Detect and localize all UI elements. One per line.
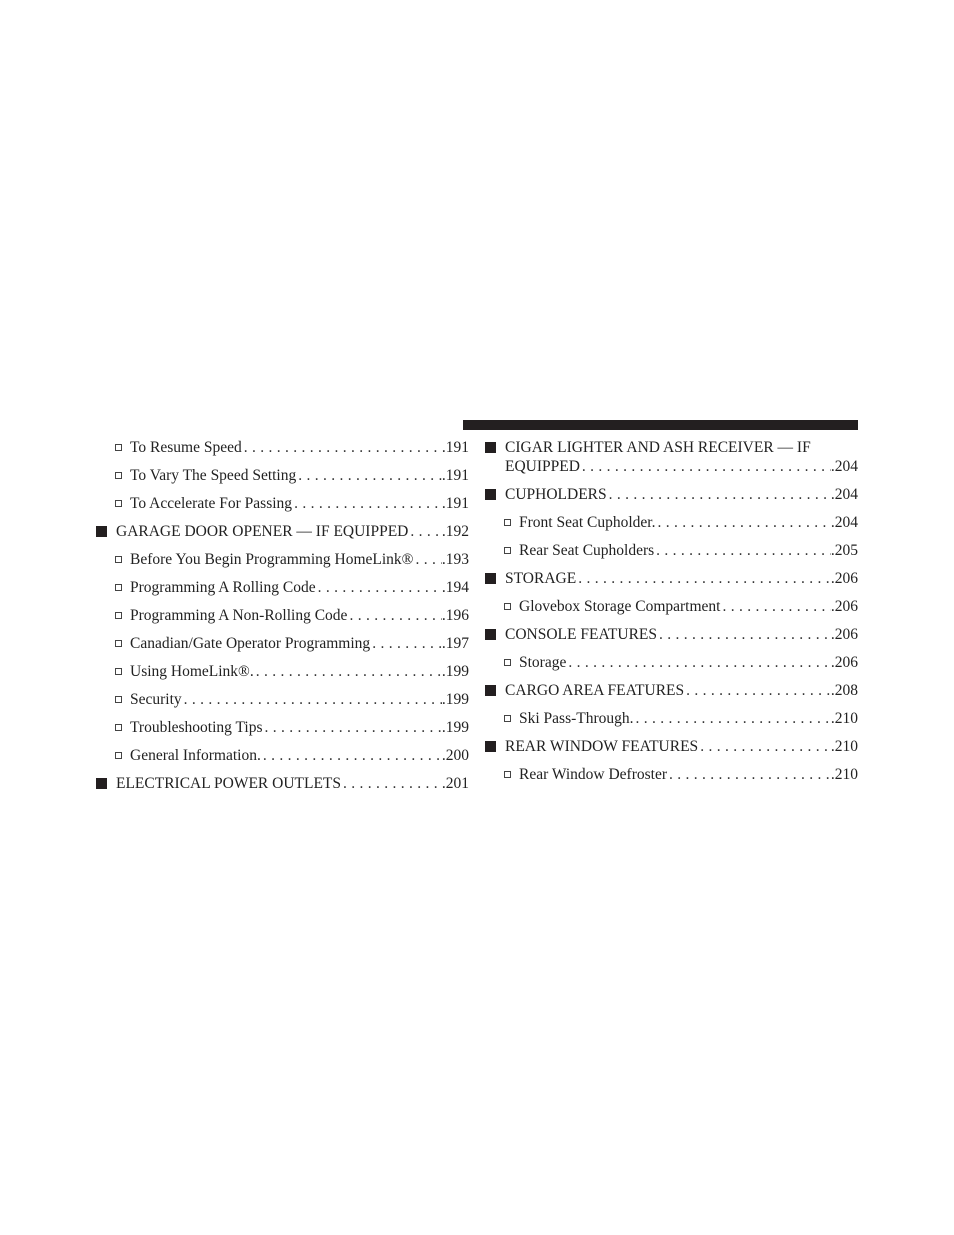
toc-entry-title: Security <box>130 691 182 708</box>
toc-page-number: .205 <box>830 542 858 559</box>
dot-leader <box>566 653 831 672</box>
toc-entry[interactable] <box>96 438 469 466</box>
toc-entry-title: Before You Begin Programming HomeLink® <box>130 551 414 568</box>
dot-leader <box>720 597 830 616</box>
dot-leader <box>370 634 442 653</box>
toc-section-title: STORAGE <box>505 570 577 587</box>
filled-square-bullet-icon <box>485 629 496 640</box>
dot-leader <box>261 746 442 765</box>
open-square-bullet-icon <box>504 603 511 610</box>
toc-section-entry[interactable] <box>485 485 858 513</box>
toc-entry[interactable] <box>485 653 858 681</box>
open-square-bullet-icon <box>115 500 122 507</box>
toc-section-title: CONSOLE FEATURES <box>505 626 658 643</box>
open-square-bullet-icon <box>504 519 511 526</box>
toc-section-title: GARAGE DOOR OPENER — IF EQUIPPED <box>116 523 409 540</box>
toc-page-number: .196 <box>441 607 469 624</box>
toc-section-entry[interactable] <box>485 569 858 597</box>
dot-leader <box>254 662 442 681</box>
filled-square-bullet-icon <box>485 442 496 453</box>
toc-entry[interactable] <box>485 709 858 737</box>
open-square-bullet-icon <box>115 752 122 759</box>
toc-entry-title: Rear Window Defroster <box>519 766 668 783</box>
open-square-bullet-icon <box>504 547 511 554</box>
toc-entry[interactable] <box>96 494 469 522</box>
open-square-bullet-icon <box>115 472 122 479</box>
dot-leader <box>684 681 831 700</box>
filled-square-bullet-icon <box>485 573 496 584</box>
toc-entry-title: Ski Pass-Through. <box>519 710 634 727</box>
toc-page-number: .210 <box>830 710 858 727</box>
toc-page-number: .192 <box>441 523 469 540</box>
open-square-bullet-icon <box>115 444 122 451</box>
dot-leader <box>698 737 831 756</box>
toc-left-column <box>96 438 469 802</box>
toc-page-number: .199 <box>441 663 469 680</box>
toc-entry[interactable] <box>96 466 469 494</box>
toc-section-title-line1: CIGAR LIGHTER AND ASH RECEIVER — IF <box>505 439 811 456</box>
toc-entry-title: To Accelerate For Passing <box>130 495 293 512</box>
filled-square-bullet-icon <box>96 778 107 789</box>
toc-entry-title: Troubleshooting Tips <box>130 719 263 736</box>
filled-square-bullet-icon <box>485 741 496 752</box>
section-header-bar <box>463 420 858 430</box>
toc-entry[interactable] <box>96 718 469 746</box>
toc-entry-title: Glovebox Storage Compartment <box>519 598 721 615</box>
toc-page-number: .206 <box>830 598 858 615</box>
dot-leader <box>655 513 830 532</box>
toc-entry-title: Storage <box>519 654 567 671</box>
toc-entry-title: To Resume Speed <box>130 439 242 456</box>
toc-page-number: .199 <box>441 719 469 736</box>
dot-leader <box>292 494 442 513</box>
dot-leader <box>654 541 831 560</box>
open-square-bullet-icon <box>115 696 122 703</box>
filled-square-bullet-icon <box>485 685 496 696</box>
open-square-bullet-icon <box>504 715 511 722</box>
toc-page-number: .204 <box>830 514 858 531</box>
toc-entry-title: Programming A Rolling Code <box>130 579 316 596</box>
toc-page-number: .200 <box>441 747 469 764</box>
dot-leader <box>296 466 442 485</box>
toc-entry[interactable] <box>96 662 469 690</box>
dot-leader <box>263 718 442 737</box>
dot-leader <box>182 690 442 709</box>
dot-leader <box>347 606 441 625</box>
toc-page-number: .191 <box>441 467 469 484</box>
open-square-bullet-icon <box>115 668 122 675</box>
toc-right-column <box>485 438 858 793</box>
filled-square-bullet-icon <box>485 489 496 500</box>
toc-entry-title: Using HomeLink®. <box>130 663 254 680</box>
open-square-bullet-icon <box>115 724 122 731</box>
toc-entry[interactable] <box>485 541 858 569</box>
toc-page-number: .191 <box>441 439 469 456</box>
dot-leader <box>580 457 831 476</box>
toc-section-title: CUPHOLDERS <box>505 486 607 503</box>
dot-leader <box>634 709 831 728</box>
toc-entry-title: Rear Seat Cupholders <box>519 542 655 559</box>
toc-page-number: .210 <box>830 766 858 783</box>
toc-entry[interactable] <box>96 690 469 718</box>
toc-page-number: .201 <box>441 775 469 792</box>
toc-entry[interactable] <box>485 765 858 793</box>
dot-leader <box>413 550 441 569</box>
toc-section-title: CARGO AREA FEATURES <box>505 682 685 699</box>
dot-leader <box>607 485 831 504</box>
dot-leader <box>316 578 442 597</box>
toc-page-number: .206 <box>830 626 858 643</box>
dot-leader <box>341 774 442 793</box>
toc-entry-title: General Information. <box>130 747 261 764</box>
dot-leader <box>667 765 831 784</box>
open-square-bullet-icon <box>504 771 511 778</box>
toc-page-number: .197 <box>441 635 469 652</box>
dot-leader <box>657 625 831 644</box>
toc-section-entry[interactable] <box>485 625 858 653</box>
toc-section-entry[interactable] <box>96 774 469 802</box>
toc-entry[interactable] <box>485 513 858 541</box>
filled-square-bullet-icon <box>96 526 107 537</box>
dot-leader <box>576 569 831 588</box>
toc-page-number: .194 <box>441 579 469 596</box>
toc-entry-title: Programming A Non-Rolling Code <box>130 607 348 624</box>
toc-page-number: .210 <box>830 738 858 755</box>
toc-entry[interactable] <box>485 597 858 625</box>
toc-section-title: ELECTRICAL POWER OUTLETS <box>116 775 342 792</box>
toc-section-entry[interactable] <box>485 737 858 765</box>
dot-leader <box>408 522 442 541</box>
toc-section-entry[interactable] <box>485 681 858 709</box>
toc-entry[interactable] <box>96 606 469 634</box>
toc-entry[interactable] <box>96 578 469 606</box>
toc-page-number: .193 <box>441 551 469 568</box>
open-square-bullet-icon <box>504 659 511 666</box>
toc-entry-title: Canadian/Gate Operator Programming <box>130 635 371 652</box>
toc-entry[interactable] <box>96 746 469 774</box>
toc-section-title: EQUIPPED <box>505 458 580 475</box>
toc-page-number: .208 <box>830 682 858 699</box>
toc-page-number: .204 <box>830 486 858 503</box>
open-square-bullet-icon <box>115 584 122 591</box>
open-square-bullet-icon <box>115 612 122 619</box>
toc-page-number: .206 <box>830 654 858 671</box>
toc-page-number: .191 <box>441 495 469 512</box>
toc-entry-title: To Vary The Speed Setting <box>130 467 297 484</box>
dot-leader <box>242 438 442 457</box>
toc-section-entry[interactable] <box>96 522 469 550</box>
toc-page-number: .204 <box>830 458 858 475</box>
toc-entry[interactable] <box>96 634 469 662</box>
open-square-bullet-icon <box>115 556 122 563</box>
toc-page-number: .206 <box>830 570 858 587</box>
toc-section-entry[interactable] <box>485 438 858 485</box>
toc-entry-title: Front Seat Cupholder. <box>519 514 656 531</box>
toc-section-title: REAR WINDOW FEATURES <box>505 738 699 755</box>
toc-entry[interactable] <box>96 550 469 578</box>
open-square-bullet-icon <box>115 640 122 647</box>
toc-page-number: .199 <box>441 691 469 708</box>
